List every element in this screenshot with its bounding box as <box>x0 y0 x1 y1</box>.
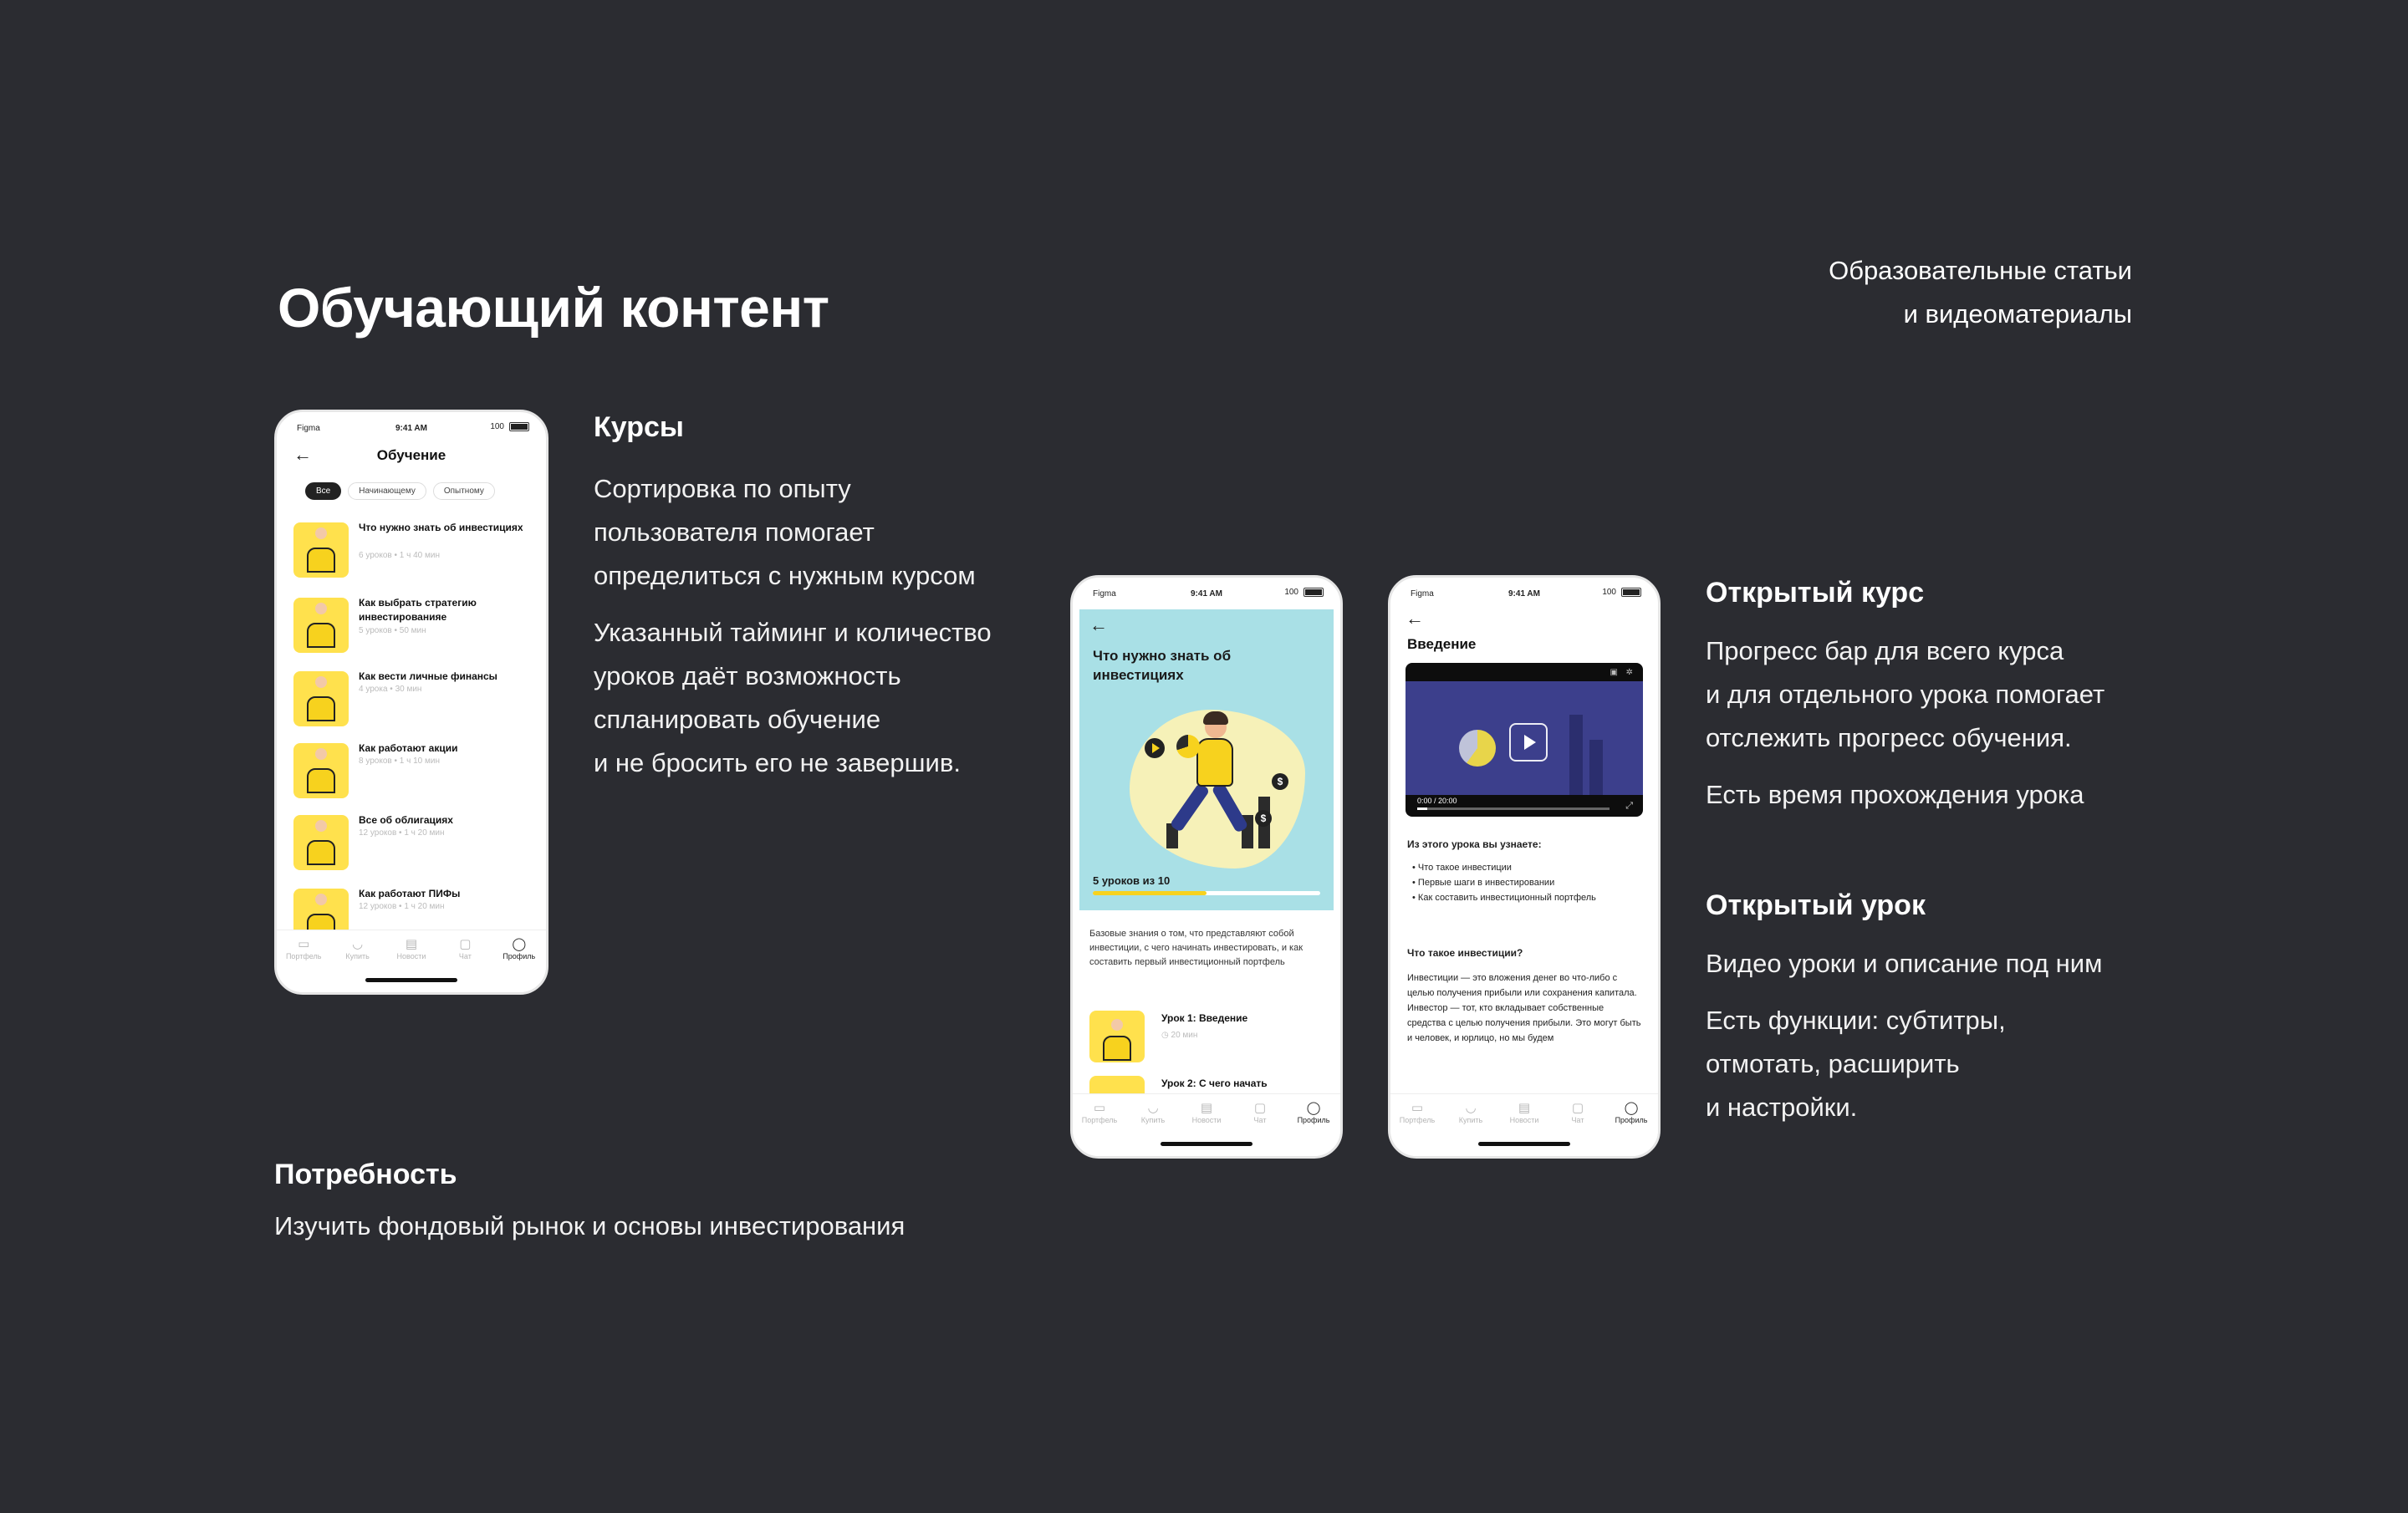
tab-label: Купить <box>1458 1116 1483 1124</box>
video-time: 0:00 / 20:00 <box>1417 797 1457 805</box>
pie-chart-icon <box>1176 735 1200 758</box>
course-thumbnail <box>293 743 349 798</box>
carrier-label: Figma <box>297 424 320 433</box>
chat-icon: ▢ <box>459 937 472 951</box>
open-course-paragraph-1 <box>1706 629 2174 760</box>
course-progress-label: 5 уроков из 10 <box>1093 874 1171 887</box>
settings-icon[interactable]: ✲ <box>1625 668 1633 677</box>
screen-title: Обучение <box>376 447 446 463</box>
basket-icon: ◡ <box>352 937 364 951</box>
course-thumbnail <box>293 671 349 726</box>
bullet-text: Как составить инвестиционный портфель <box>1417 893 1596 903</box>
tab-label: Купить <box>345 952 370 960</box>
phone-open-course-screen <box>1070 575 1343 1159</box>
battery-label: 100 <box>490 422 504 431</box>
battery-label: 100 <box>1602 588 1616 597</box>
open-lesson-paragraph-1: Видео уроки и описание под ним <box>1706 949 2103 978</box>
battery-icon <box>509 422 529 431</box>
tab-news[interactable] <box>388 937 435 960</box>
tab-buy[interactable] <box>334 937 381 960</box>
course-thumbnail <box>293 815 349 870</box>
play-button[interactable] <box>1509 723 1548 762</box>
basket-icon: ◡ <box>1465 1101 1477 1115</box>
course-meta: 8 уроков • 1 ч 10 мин <box>359 756 440 766</box>
video-player[interactable] <box>1406 663 1643 817</box>
slide-tagline <box>1547 249 2132 336</box>
tab-profile[interactable] <box>1290 1101 1337 1124</box>
open-course-heading: Открытый курс <box>1706 577 1925 609</box>
text-line: пользователя помогает <box>594 517 875 547</box>
chip-all[interactable]: Все <box>305 482 341 500</box>
need-text: Изучить фондовый рынок и основы инвестирования <box>274 1211 906 1240</box>
profile-icon: ◯ <box>1624 1101 1639 1115</box>
experience-filter <box>305 482 495 500</box>
open-lesson-paragraph-2 <box>1706 999 2174 1129</box>
dollar-coin-icon: $ <box>1255 810 1272 827</box>
tab-bar <box>277 930 546 992</box>
status-time: 9:41 AM <box>1508 589 1540 599</box>
course-title: Как работают акции <box>359 742 458 754</box>
course-thumbnail <box>293 522 349 578</box>
course-title: Все об облигациях <box>359 814 453 826</box>
progress-fill <box>1093 891 1207 895</box>
learn-bullet: • Как составить инвестиционный портфель <box>1412 893 1596 903</box>
course-hero <box>1079 609 1334 910</box>
illustration-part <box>1196 738 1233 787</box>
text-line: спланировать обучение <box>594 705 881 734</box>
section-question: Что такое инвестиции? <box>1407 947 1523 959</box>
tab-portfolio[interactable] <box>1076 1101 1123 1124</box>
learn-heading: Из этого урока вы узнаете: <box>1407 838 1542 850</box>
status-time: 9:41 AM <box>395 424 427 433</box>
chat-icon: ▢ <box>1571 1101 1584 1115</box>
back-arrow-icon[interactable]: ← <box>1089 614 1108 635</box>
course-item[interactable] <box>293 812 536 875</box>
course-title: Что нужно знать об инвестициях <box>1093 648 1232 683</box>
lesson-thumbnail <box>1089 1011 1145 1062</box>
open-course-paragraph-2: Есть время прохождения урока <box>1706 780 2084 809</box>
tagline-line: и видеоматериалы <box>1903 299 2132 329</box>
briefcase-icon: ▭ <box>298 937 310 951</box>
courses-section <box>594 411 1062 785</box>
video-pie-shape <box>1459 730 1496 767</box>
bullet-text: Первые шаги в инвестировании <box>1417 878 1555 888</box>
tab-chat[interactable] <box>1554 1101 1601 1124</box>
tab-bar <box>1073 1093 1340 1156</box>
tab-label: Профиль <box>1615 1116 1648 1124</box>
tab-label: Чат <box>1571 1116 1584 1124</box>
tab-news[interactable] <box>1183 1101 1230 1124</box>
bullet-text: Что такое инвестиции <box>1417 863 1512 873</box>
lesson-duration-text: 20 мин <box>1171 1031 1198 1040</box>
status-time: 9:41 AM <box>1191 589 1222 599</box>
text-line: Прогресс бар для всего курса <box>1706 636 2064 665</box>
course-meta: 6 уроков • 1 ч 40 мин <box>359 551 440 560</box>
scrubber-fill <box>1417 807 1427 810</box>
courses-paragraph-1 <box>594 467 1062 598</box>
course-thumbnail <box>293 598 349 653</box>
carrier-label: Figma <box>1093 589 1116 599</box>
tab-label: Новости <box>1509 1116 1539 1124</box>
text-line: определиться с нужным курсом <box>594 561 976 590</box>
open-lesson-section <box>1706 889 2174 1129</box>
phone-open-lesson-screen <box>1388 575 1661 1159</box>
news-icon: ▤ <box>1518 1101 1531 1115</box>
news-icon: ▤ <box>405 937 418 951</box>
basket-icon: ◡ <box>1147 1101 1159 1115</box>
video-tower-shape <box>1589 740 1603 795</box>
course-item[interactable] <box>293 594 536 658</box>
back-arrow-icon[interactable]: ← <box>1406 608 1424 629</box>
tab-label: Портфель <box>285 952 322 960</box>
lesson-body: Инвестиции — это вложения денег во что-либо с целью получения прибыли или сохранения капитала. Инвестор — тот, кто вкладывает собственные средства с целью получения прибыли. Это могут быть и человек, и юрлицо, но мы будем <box>1407 973 1641 1043</box>
status-right <box>490 422 529 431</box>
text-line: и для отдельного урока помогает <box>1706 680 2105 709</box>
play-icon <box>1145 738 1165 758</box>
clock-icon: ◷ <box>1161 1031 1171 1040</box>
profile-icon: ◯ <box>512 937 527 951</box>
text-line: уроков даёт возможность <box>594 661 901 690</box>
battery-label: 100 <box>1284 588 1298 597</box>
tab-label: Купить <box>1140 1116 1166 1124</box>
lesson-title: Урок 1: Введение <box>1161 1012 1248 1024</box>
course-meta: 12 уроков • 1 ч 20 мин <box>359 828 445 838</box>
video-tower-shape <box>1569 715 1583 795</box>
learn-bullet: • Что такое инвестиции <box>1412 863 1512 873</box>
text-line: отмотать, расширить <box>1706 1049 1960 1078</box>
home-indicator <box>1478 1142 1570 1146</box>
briefcase-icon: ▭ <box>1093 1101 1106 1115</box>
profile-icon: ◯ <box>1306 1101 1321 1115</box>
tab-label: Портфель <box>1081 1116 1118 1124</box>
open-course-section <box>1706 577 2174 817</box>
tab-chat[interactable] <box>1237 1101 1283 1124</box>
text-line: и не бросить его не завершив. <box>594 748 961 777</box>
video-scrubber[interactable] <box>1417 807 1610 810</box>
status-right <box>1602 588 1641 597</box>
courses-heading: Курсы <box>594 411 684 443</box>
tab-profile[interactable] <box>496 937 543 960</box>
phone-courses-screen <box>274 410 548 995</box>
tab-chat[interactable] <box>441 937 488 960</box>
status-bar <box>1390 578 1658 608</box>
tab-portfolio[interactable] <box>1394 1101 1441 1124</box>
tab-bar <box>1390 1093 1658 1156</box>
tab-news[interactable] <box>1501 1101 1548 1124</box>
need-heading: Потребность <box>274 1159 457 1190</box>
home-indicator <box>1161 1142 1252 1146</box>
course-progress-bar <box>1093 891 1320 895</box>
course-item[interactable] <box>293 668 536 731</box>
lesson-title: Введение <box>1407 636 1477 652</box>
text-line: Сортировка по опыту <box>594 474 851 503</box>
news-icon: ▤ <box>1200 1101 1213 1115</box>
lesson-title: Урок 2: С чего начать <box>1161 1077 1268 1089</box>
text-line: Есть функции: субтитры, <box>1706 1006 2006 1035</box>
course-meta: 12 уроков • 1 ч 20 мин <box>359 902 445 911</box>
text-line: и настройки. <box>1706 1093 1858 1122</box>
tab-label: Профиль <box>503 952 536 960</box>
course-title: Как работают ПИФы <box>359 888 461 899</box>
illustration-part <box>1203 711 1228 725</box>
course-item[interactable] <box>293 519 536 583</box>
tab-label: Новости <box>396 952 426 960</box>
need-section <box>274 1159 1027 1248</box>
learn-bullet: • Первые шаги в инвестировании <box>1412 878 1555 888</box>
briefcase-icon: ▭ <box>1411 1101 1424 1115</box>
courses-paragraph-2 <box>594 611 1062 785</box>
home-indicator <box>365 978 457 982</box>
tab-label: Портфель <box>1399 1116 1436 1124</box>
tab-label: Профиль <box>1297 1116 1330 1124</box>
lesson-item[interactable] <box>1089 1011 1324 1064</box>
battery-icon <box>1621 588 1641 597</box>
tab-label: Чат <box>458 952 472 960</box>
course-item[interactable] <box>293 740 536 803</box>
tagline-line: Образовательные статьи <box>1829 256 2132 285</box>
chip-experienced[interactable]: Опытному <box>433 482 495 500</box>
chip-beginner[interactable]: Начинающему <box>348 482 426 500</box>
course-meta: 5 уроков • 50 мин <box>359 626 426 635</box>
carrier-label: Figma <box>1411 589 1434 599</box>
course-title: Как вести личные финансы <box>359 670 497 682</box>
subtitles-icon[interactable]: ▣ <box>1610 668 1618 677</box>
tab-label: Чат <box>1253 1116 1267 1124</box>
course-title: Как выбрать стратегию инвестированияе <box>359 597 477 623</box>
tab-profile[interactable] <box>1608 1101 1655 1124</box>
course-title: Что нужно знать об инвестициях <box>359 522 523 533</box>
tab-buy[interactable] <box>1130 1101 1176 1124</box>
tab-portfolio[interactable] <box>280 937 327 960</box>
video-frame <box>1406 681 1643 795</box>
text-line: Указанный тайминг и количество <box>594 618 992 647</box>
slide-title: Обучающий контент <box>278 277 829 339</box>
tab-label: Новости <box>1191 1116 1222 1124</box>
tab-buy[interactable] <box>1447 1101 1494 1124</box>
status-right <box>1284 588 1324 597</box>
back-arrow-icon[interactable]: ← <box>293 444 312 465</box>
text-line: отслежить прогресс обучения. <box>1706 723 2072 752</box>
open-lesson-heading: Открытый урок <box>1706 889 1926 921</box>
dollar-coin-icon: $ <box>1272 773 1288 790</box>
battery-icon <box>1303 588 1324 597</box>
course-description: Базовые знания о том, что представляют собой инвестиции, с чего начинать инвестировать, и как составить первый инвестиционный портфель <box>1089 929 1303 967</box>
status-bar <box>277 412 546 442</box>
fullscreen-icon[interactable]: ⤢ <box>1625 801 1633 811</box>
chat-icon: ▢ <box>1253 1101 1267 1115</box>
status-bar <box>1073 578 1340 608</box>
lesson-duration <box>1161 1031 1197 1040</box>
course-meta: 4 урока • 30 мин <box>359 685 422 694</box>
